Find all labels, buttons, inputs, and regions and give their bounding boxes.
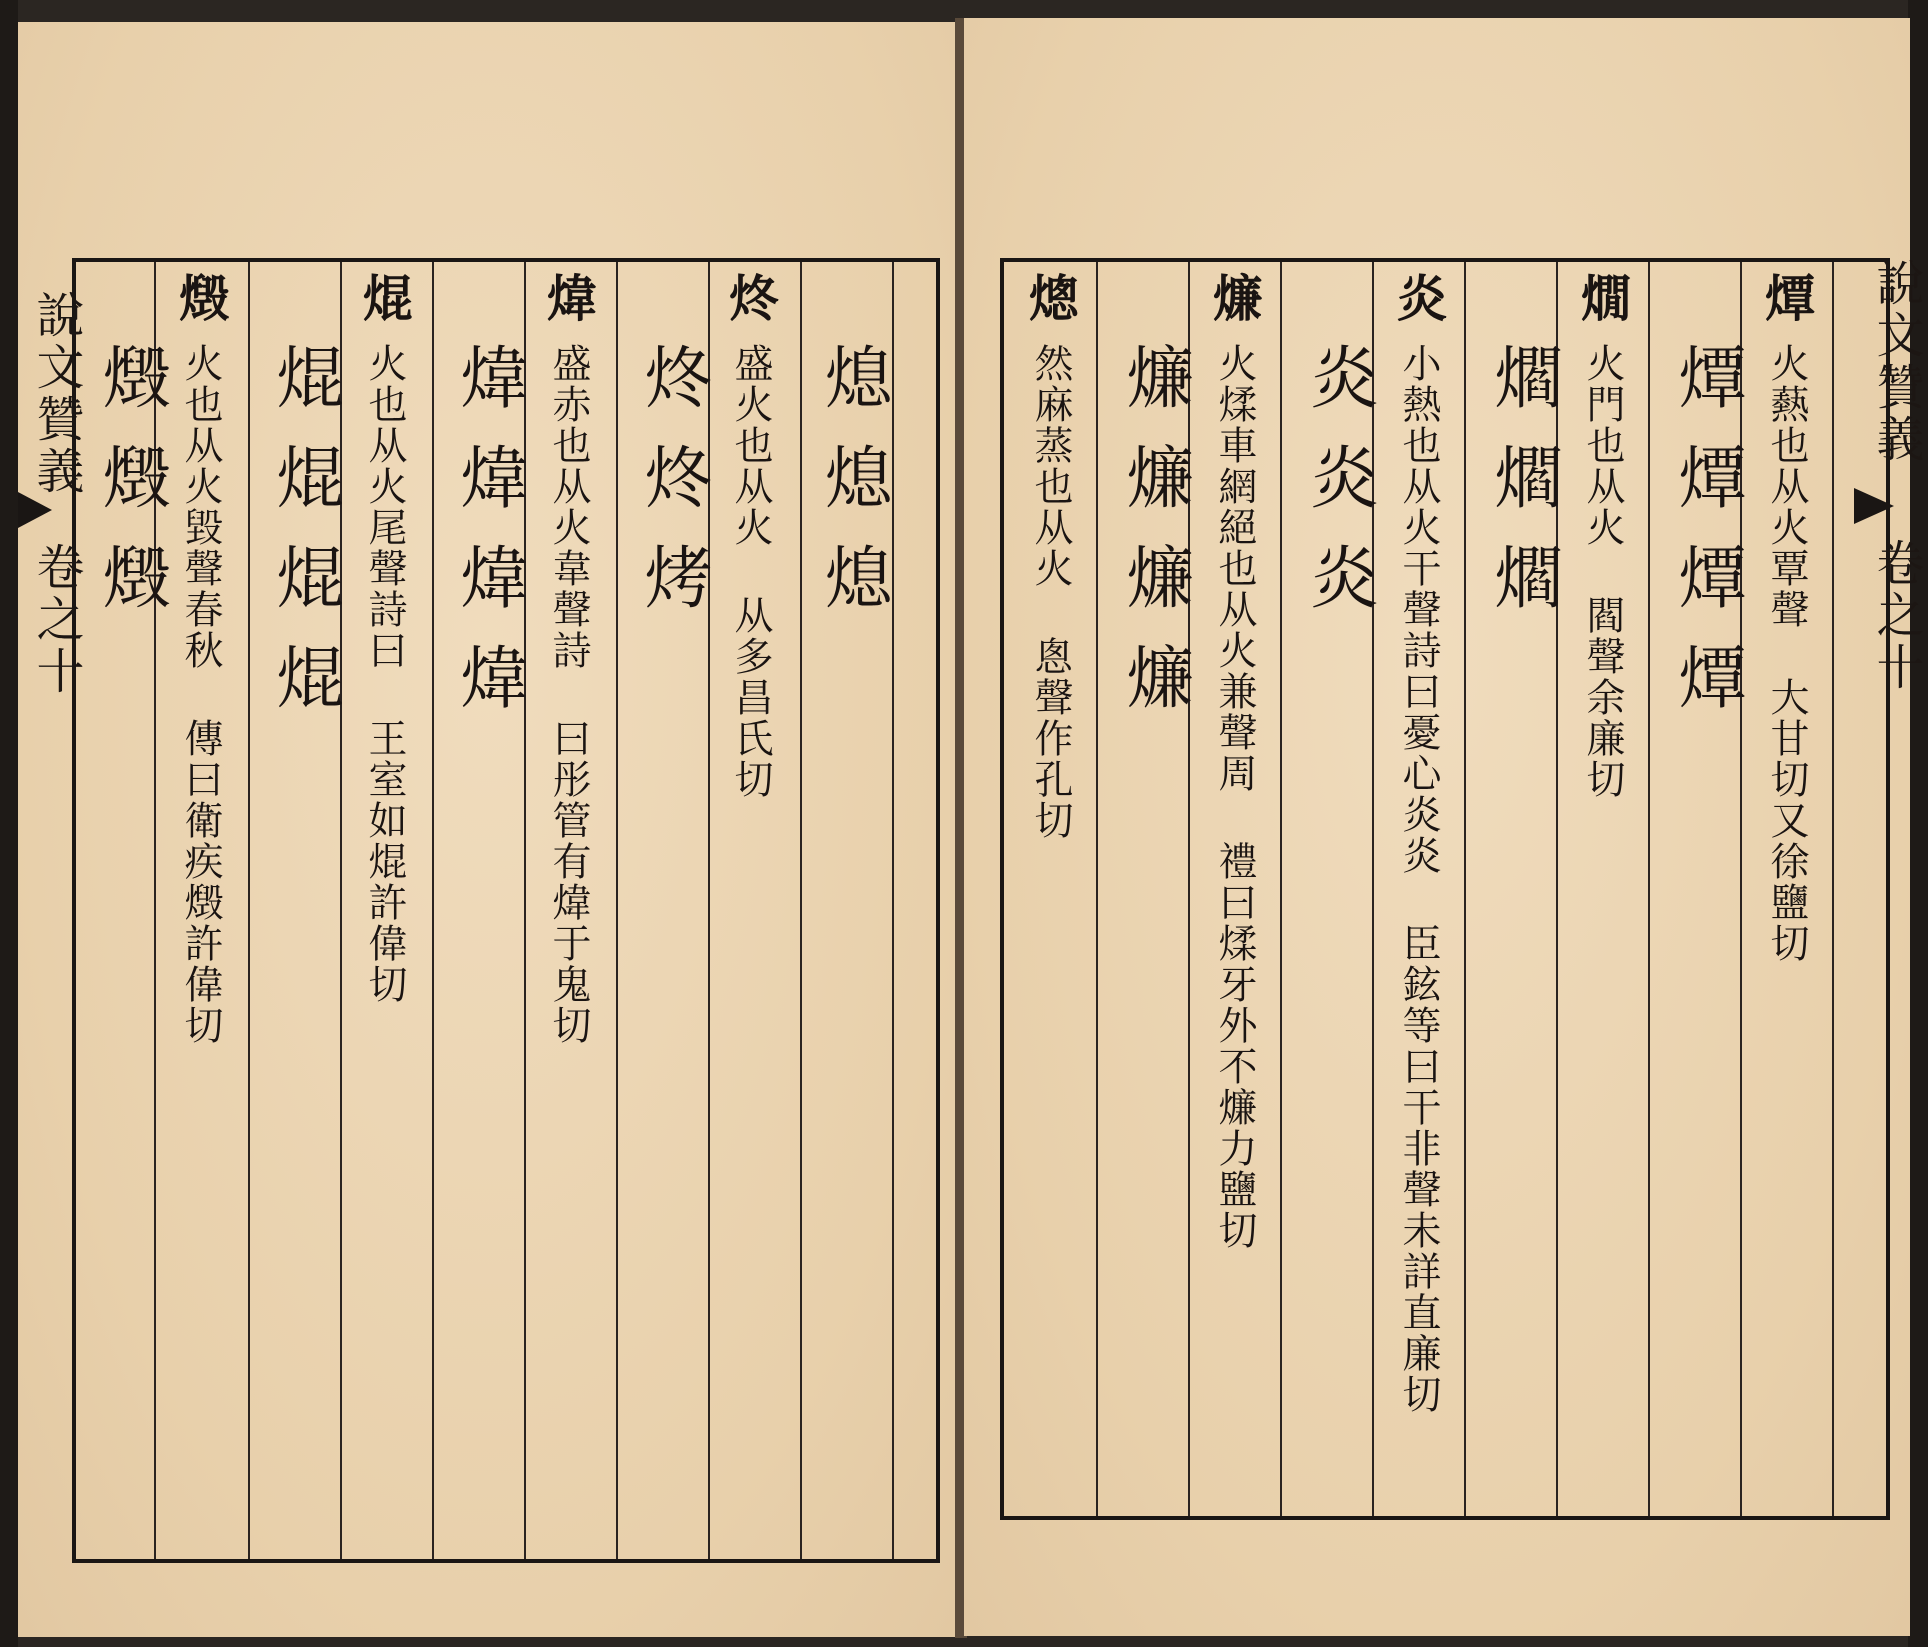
entry-chi [714,272,786,800]
gloss-text: 火也从火毀聲春秋 傳曰衛疾燬許偉切 [178,343,223,1046]
column-rule [616,262,618,1559]
entry-tan2 [1382,272,1454,1415]
seal-text: 炵炵烤 [633,342,712,642]
seal-text: 煒煒煒煒 [449,342,528,742]
seal-glyphs-wei [440,342,537,742]
gloss-text: 火也从火尾聲詩曰 王室如焜許偉切 [362,343,407,1005]
entry-hui [348,272,420,1005]
seal-glyphs-tan [1658,342,1755,742]
right-margin-title: 說文贊義 [1868,258,1924,466]
column-rule [1096,262,1098,1516]
entry-wei [532,272,604,1046]
gloss-text: 盛火也从火 从多昌氏切 [728,343,773,800]
gloss-text: 小熱也从火干聲詩曰憂心炎炎 臣鉉等曰干非聲未詳直廉切 [1396,343,1441,1415]
entry-cong [1014,272,1086,841]
gloss-text: 盛赤也从火韋聲詩 曰彤管有煒于鬼切 [546,343,591,1046]
book-edge-left [0,0,18,1647]
gloss-text: 火煣車網絕也从火兼聲周 禮曰煣牙外不燫力鹽切 [1212,343,1257,1251]
gloss-text: 然麻蒸也从火 悤聲作孔切 [1028,343,1073,841]
right-margin-volume: 卷之十 [1868,538,1924,694]
seal-glyphs-chi [624,342,721,642]
column-rule [1648,262,1650,1516]
right-page [964,18,1924,1636]
entry-tan [1750,272,1822,964]
headword: 炵 [721,272,780,324]
seal-text: 熄熄熄 [813,342,892,642]
seal-glyphs-tan2 [1290,342,1387,642]
gloss-text: 火門也从火 閻聲余廉切 [1580,343,1625,800]
column-rule [432,262,434,1559]
seal-text: 爓爓爓 [1483,342,1562,642]
left-margin-volume: 卷之十 [28,542,84,698]
seal-glyphs-lian [1106,342,1203,742]
seal-text: 燫燫燫燫 [1115,342,1194,742]
seal-glyphs-xi [804,342,901,642]
book-edge-right [1908,0,1928,1647]
seal-glyphs-hui [256,342,353,742]
left-page [18,22,958,1637]
column-rule [248,262,250,1559]
seal-text: 燂燂燂燂 [1667,342,1746,742]
seal-text: 炎炎炎 [1299,342,1378,642]
seal-glyphs-yan [1474,342,1571,642]
entry-yan [1566,272,1638,800]
headword: 炎 [1389,272,1448,324]
left-margin-title: 說文贊義 [28,290,84,498]
column-rule [1832,262,1834,1516]
gloss-text: 火爇也从火覃聲 大甘切又徐鹽切 [1764,343,1809,964]
headword: 燗 [1573,272,1632,324]
headword: 焜 [355,272,414,324]
column-rule [1464,262,1466,1516]
fish-tail-mark [1854,488,1894,524]
headword: 燂 [1757,272,1816,324]
right-frame [1000,258,1890,1520]
headword: 燫 [1205,272,1264,324]
seal-text: 燬燬燬 [91,342,170,642]
entry-lian [1198,272,1270,1251]
headword: 燬 [171,272,230,324]
seal-glyphs-hui2 [82,342,179,642]
seal-text: 焜焜焜焜 [265,342,344,742]
column-rule [800,262,802,1559]
left-frame [72,258,940,1563]
column-rule [1280,262,1282,1516]
headword: 熜 [1021,272,1080,324]
fish-tail-mark [18,492,52,528]
headword: 煒 [539,272,598,324]
